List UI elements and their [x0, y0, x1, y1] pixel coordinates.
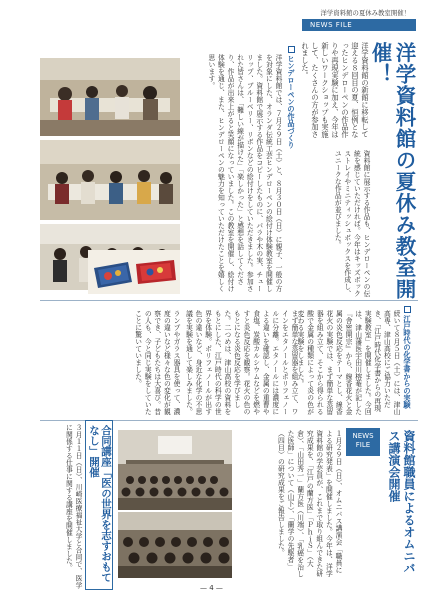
- article2-title: 資料館職員によるオムニバス講演会開催: [387, 430, 416, 574]
- workshop-photo-2: [40, 140, 180, 220]
- news-file-badge: NEWS FILE: [346, 428, 380, 456]
- section-heading-hindeloopen: ヒンデローペンの作品づくり: [286, 46, 296, 158]
- article-lead: 洋学資料館の新館に移転して迎える８回目の夏、恒例となったヒンデローペンの作品作りや再現実験に加え、今年は新しいワークショップも実施して、たくさんの方が参加されました。: [301, 42, 370, 139]
- lecture-photo-2: [118, 512, 232, 578]
- joint-lecture-body: ３月１１日（日）、川崎医療福祉大学と合同で、医学に関係する仕事に関する講座を開催しました。: [64, 424, 82, 589]
- hindeloopen-craft-photo: [88, 250, 180, 294]
- workshop-photo-1: [40, 58, 180, 136]
- section2-body-tail: ランプやガラス器具を使って、濃度の違いなど様々な色の変化が観察でき、子どもたちは大喜び。昔の人も、今と同じ実験をしていたことに驚いていました。: [133, 310, 180, 415]
- heading-square-icon: [404, 306, 411, 313]
- section2-body: 続いて８月５日（土）には、津山高専、津山高校にご協力いただき、「江戸時代化学書からの再現実験教室」を開催しました。今回は、津山藩医宇田川榕菴が記した『舎密開宗』から、線香花火と金属の炎色反応をテーマとし、線香花火の実験では、まず簡単な蒸留器を組み立て、そこから得られる酸で金属の種類によって炎の色が変わる実験をしました。: [296, 310, 400, 415]
- joint-lecture-title: 合同講座「医の世界を志すおもてなし」開催: [88, 425, 112, 583]
- section1-body: 洋学資料館では、７月２９日（土）と、８月３０日（日）に親子、一般の方を対象にした、オランダ伝統工芸ヒンデローペンの絵付け体験教室を開催しました。資料館で展示する作品をコピーしたものに、パラや木の実、チューリップ、ブルーベリー、リボンなどの絵付けをしていただきました。参加された皆さんは、「難しい線が描けた」「楽しかった」と感想を話してくださり、作品が出来上がると笑顔になっていました。この教室を開催し、絵付け体験を通じ、また、ヒンデローペンの魅力を知っていただけたことを嬉しく思います。: [206, 54, 282, 292]
- running-header: 洋学資料館の夏休み教室開催！: [320, 9, 410, 17]
- heading-square-icon: [288, 46, 295, 53]
- article-title: 洋学資料館の夏休み教室開催！: [368, 42, 416, 300]
- section-tag: NEWS FILE: [310, 21, 353, 29]
- article2-body: １月２９日（日）、オムニバス講演会「職員による研究発表」を開催しました。今年は、洋学資料館の学芸員が、これまで取り組んできた研究成果を、「江戸の蘭方医」「ＰｈｉＳ」（大倉）、「山田秀一」蘭方医（川端）、「乳癌を治した医師」について（山下）、「蘭学の先駆者」（四目）の研究成果をご報告しました。: [276, 430, 342, 578]
- page-number: — 4 —: [200, 584, 223, 592]
- section-heading-chemistry: 江戸時代の化学書からの実験: [402, 306, 412, 416]
- section-divider: [40, 300, 418, 301]
- joint-lecture-box: [85, 420, 113, 590]
- section2-body-cont: まず簡単な蒸留器を組み立て、ワインをエタノールとポリフェノールに分離。エタノールには濃度による違いを確認し、金属の重曹や食塩、炭酸カルシウムなどを燃やすと炎色反応を観察。花火の色のもとになる炎色反応を学びました。二つめは、津山高校の資料をもとにした、江戸時代の科学の世界を体験。ポリフェノールが出す色の違いなど、身近な化学の不思議を実験を通して楽しみました。: [184, 310, 298, 415]
- lecture-photo: [118, 430, 232, 510]
- section-tag-bar: [302, 19, 416, 31]
- section1-body-cont: 資料館に展示する作品も、ヒンデローペンの伝統を感じていただければ。今年はキッズボックストレイやミニティッシュボックスを作成し、ユニークな作品が並びました。: [333, 150, 370, 297]
